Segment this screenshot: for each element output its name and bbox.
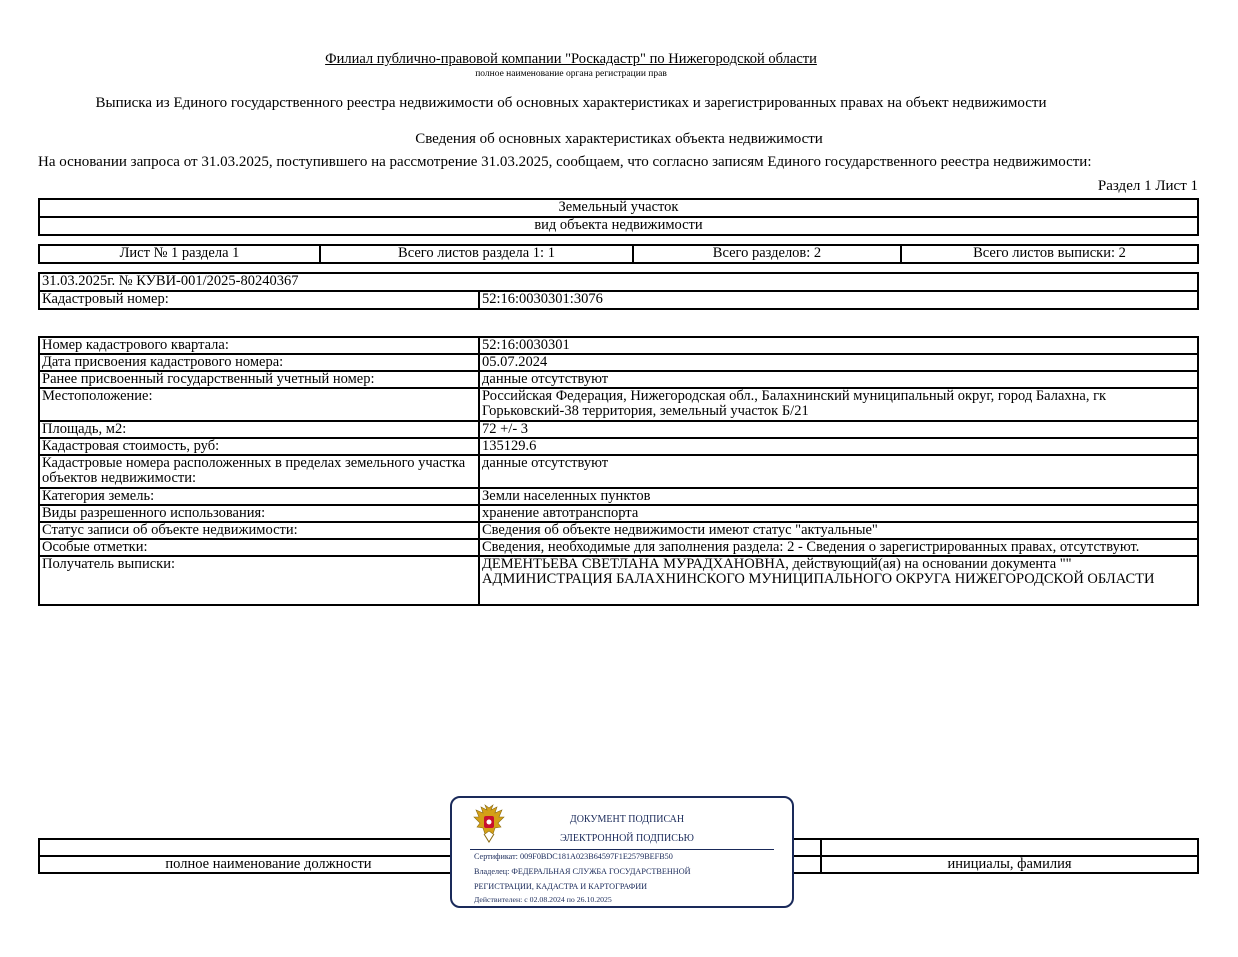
row-label: Дата присвоения кадастрового номера: — [39, 354, 479, 371]
stamp-title-line2: ЭЛЕКТРОННОЙ ПОДПИСЬЮ — [560, 833, 694, 844]
org-name: Филиал публично-правовой компании "Роскадастр" по Нижегородской области — [325, 51, 817, 67]
table-row — [39, 388, 1198, 421]
row-value: Сведения об объекте недвижимости имеют статус "актуальные" — [479, 522, 1198, 539]
russian-coat-of-arms-icon — [472, 804, 506, 844]
row-label: Кадастровые номера расположенных в пределах земельного участка объектов недвижимости: — [39, 455, 479, 488]
table-row — [39, 556, 1198, 605]
row-label: Кадастровая стоимость, руб: — [39, 438, 479, 455]
table-row — [39, 337, 1198, 354]
electronic-signature-stamp — [450, 796, 794, 908]
extract-number: 31.03.2025г. № КУВИ-001/2025-80240367 — [39, 273, 1198, 291]
row-label: Статус записи об объекте недвижимости: — [39, 522, 479, 539]
row-value: Сведения, необходимые для заполнения раздела: 2 - Сведения о зарегистрированных правах, отсутствуют. — [479, 539, 1198, 556]
stamp-owner-line1: Владелец: ФЕДЕРАЛЬНАЯ СЛУЖБА ГОСУДАРСТВЕННОЙ — [474, 867, 691, 876]
table-row — [39, 505, 1198, 522]
row-value: 135129.6 — [479, 438, 1198, 455]
row-value: хранение автотранспорта — [479, 505, 1198, 522]
sheets-table — [38, 244, 1199, 264]
stamp-validity: Действителен: с 02.08.2024 по 26.10.2025 — [474, 895, 612, 904]
row-label: Особые отметки: — [39, 539, 479, 556]
row-value: данные отсутствуют — [479, 455, 1198, 488]
object-type-table — [38, 198, 1199, 236]
row-value: 72 +/- 3 — [479, 421, 1198, 438]
table-row — [39, 421, 1198, 438]
row-value: Земли населенных пунктов — [479, 488, 1198, 505]
stamp-divider — [470, 849, 774, 850]
sheet-reference: Раздел 1 Лист 1 — [1097, 178, 1198, 194]
section-title: Сведения об основных характеристиках объекта недвижимости — [415, 131, 823, 147]
table-row — [39, 371, 1198, 388]
stamp-title-line1: ДОКУМЕНТ ПОДПИСАН — [569, 814, 685, 825]
row-label: Виды разрешенного использования: — [39, 505, 479, 522]
table-row — [39, 354, 1198, 371]
row-value: 05.07.2024 — [479, 354, 1198, 371]
row-label: Площадь, м2: — [39, 421, 479, 438]
row-label: Категория земель: — [39, 488, 479, 505]
name-field — [821, 839, 1198, 856]
row-label: Получатель выписки: — [39, 556, 479, 605]
cadastral-number-label: Кадастровый номер: — [39, 291, 479, 309]
object-type-caption: вид объекта недвижимости — [39, 217, 1198, 235]
table-row — [39, 455, 1198, 488]
table-row — [39, 539, 1198, 556]
row-value: 52:16:0030301 — [479, 337, 1198, 354]
sheet-number: Лист № 1 раздела 1 — [39, 245, 320, 263]
table-row — [39, 488, 1198, 505]
table-row — [39, 522, 1198, 539]
object-type: Земельный участок — [39, 199, 1198, 217]
row-label: Номер кадастрового квартала: — [39, 337, 479, 354]
characteristics-table — [38, 336, 1199, 606]
section-sheets-count: Всего листов раздела 1: 1 — [320, 245, 633, 263]
total-sheets-count: Всего листов выписки: 2 — [901, 245, 1198, 263]
position-caption: полное наименование должности — [39, 856, 498, 873]
row-value: ДЕМЕНТЬЕВА СВЕТЛАНА МУРАДХАНОВНА, действующий(ая) на основании документа "" АДМИНИСТРАЦИЯ БАЛАХНИНСКОГО МУНИЦИПАЛЬНОГО ОКРУГА НИЖЕГОРОДСКОЙ ОБЛАСТИ — [479, 556, 1198, 605]
name-caption: инициалы, фамилия — [821, 856, 1198, 873]
row-label: Ранее присвоенный государственный учетный номер: — [39, 371, 479, 388]
org-caption: полное наименование органа регистрации прав — [475, 69, 667, 79]
document-title: Выписка из Единого государственного реестра недвижимости об основных характеристиках и зарегистрированных правах на объект недвижимости — [95, 95, 1047, 111]
sections-count: Всего разделов: 2 — [633, 245, 901, 263]
extract-number-table — [38, 272, 1199, 310]
basis-text: На основании запроса от 31.03.2025, поступившего на рассмотрение 31.03.2025, сообщаем, что согласно записям Единого государственного реестра недвижимости: — [38, 154, 1092, 170]
row-value: данные отсутствуют — [479, 371, 1198, 388]
row-label: Местоположение: — [39, 388, 479, 421]
stamp-certificate: Сертификат: 009F0BDC181A023B64597F1E2579BEFB50 — [474, 852, 673, 861]
cadastral-number-value: 52:16:0030301:3076 — [479, 291, 1198, 309]
position-field — [39, 839, 498, 856]
table-row — [39, 438, 1198, 455]
row-value: Российская Федерация, Нижегородская обл., Балахнинский муниципальный округ, город Балахна, гк Горьковский-38 территория, земельный участок Б/21 — [479, 388, 1198, 421]
stamp-owner-line2: РЕГИСТРАЦИИ, КАДАСТРА И КАРТОГРАФИИ — [474, 882, 648, 891]
